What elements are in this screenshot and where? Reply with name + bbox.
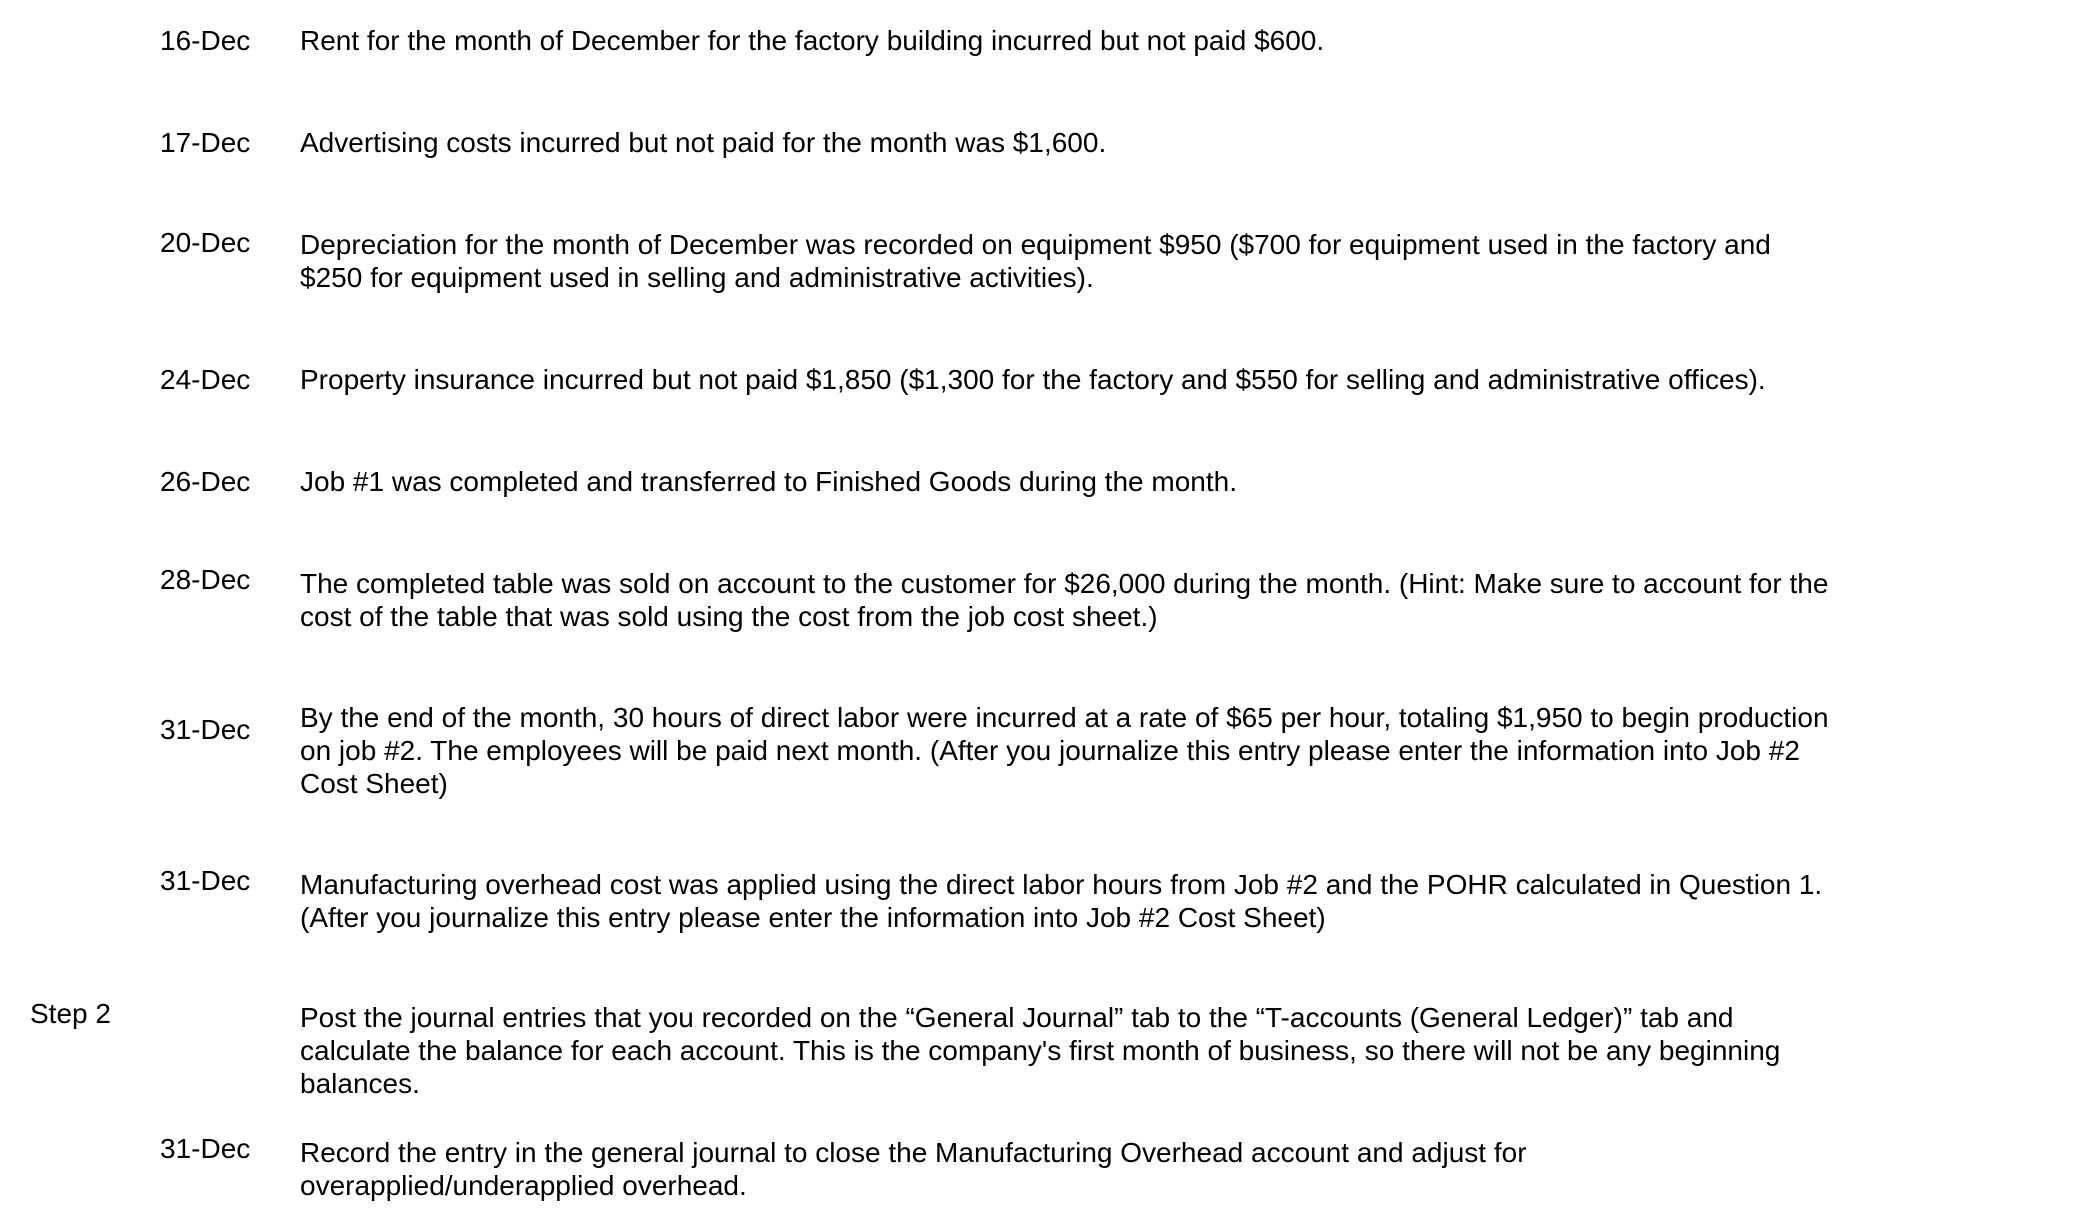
step-cell[interactable]: Step 2 bbox=[30, 998, 111, 1029]
date-cell[interactable]: 17-Dec bbox=[160, 127, 251, 158]
description-cell[interactable]: The completed table was sold on account to the customer for $26,000 during the month. (Hint: Make sure to account for the cost of the table that was sold using the cost from the job cost sheet.) bbox=[300, 568, 1829, 632]
description-cell[interactable]: Record the entry in the general journal to close the Manufacturing Overhead account and adjust for overapplied/underapplied overhead. bbox=[300, 1137, 1527, 1201]
date-cell[interactable]: 31-Dec bbox=[160, 714, 251, 745]
date-cell[interactable]: 31-Dec bbox=[160, 865, 251, 896]
date-cell[interactable]: 28-Dec bbox=[160, 564, 251, 595]
description-cell[interactable]: Post the journal entries that you recorded on the “General Journal” tab to the “T-accounts (General Ledger)” tab and calculate the balance for each account. This is the company's first month of business, so there will not be any beginning balances. bbox=[300, 1002, 1781, 1099]
description-cell[interactable]: Advertising costs incurred but not paid for the month was $1,600. bbox=[300, 127, 1107, 158]
description-cell[interactable]: Rent for the month of December for the factory building incurred but not paid $600. bbox=[300, 25, 1325, 56]
date-cell[interactable]: 16-Dec bbox=[160, 25, 251, 56]
description-cell[interactable]: Property insurance incurred but not paid $1,850 ($1,300 for the factory and $550 for selling and administrative offices). bbox=[300, 364, 1766, 395]
date-cell[interactable]: 20-Dec bbox=[160, 227, 251, 258]
date-cell[interactable]: 24-Dec bbox=[160, 364, 251, 395]
description-cell[interactable]: By the end of the month, 30 hours of direct labor were incurred at a rate of $65 per hour, totaling $1,950 to begin production on job #2. The employees will be paid next month. (After you journalize this entry please enter the information into Job #2 Cost Sheet) bbox=[300, 702, 1829, 799]
description-cell[interactable]: Manufacturing overhead cost was applied using the direct labor hours from Job #2 and the POHR calculated in Question 1. (After you journalize this entry please enter the information into Job #2 Cost Sheet) bbox=[300, 869, 1823, 933]
date-cell[interactable]: 31-Dec bbox=[160, 1133, 251, 1164]
description-cell[interactable]: Depreciation for the month of December was recorded on equipment $950 ($700 for equipment used in the factory and $250 for equipment used in selling and administrative activities). bbox=[300, 229, 1771, 293]
description-cell[interactable]: Job #1 was completed and transferred to Finished Goods during the month. bbox=[300, 466, 1237, 497]
date-cell[interactable]: 26-Dec bbox=[160, 466, 251, 497]
